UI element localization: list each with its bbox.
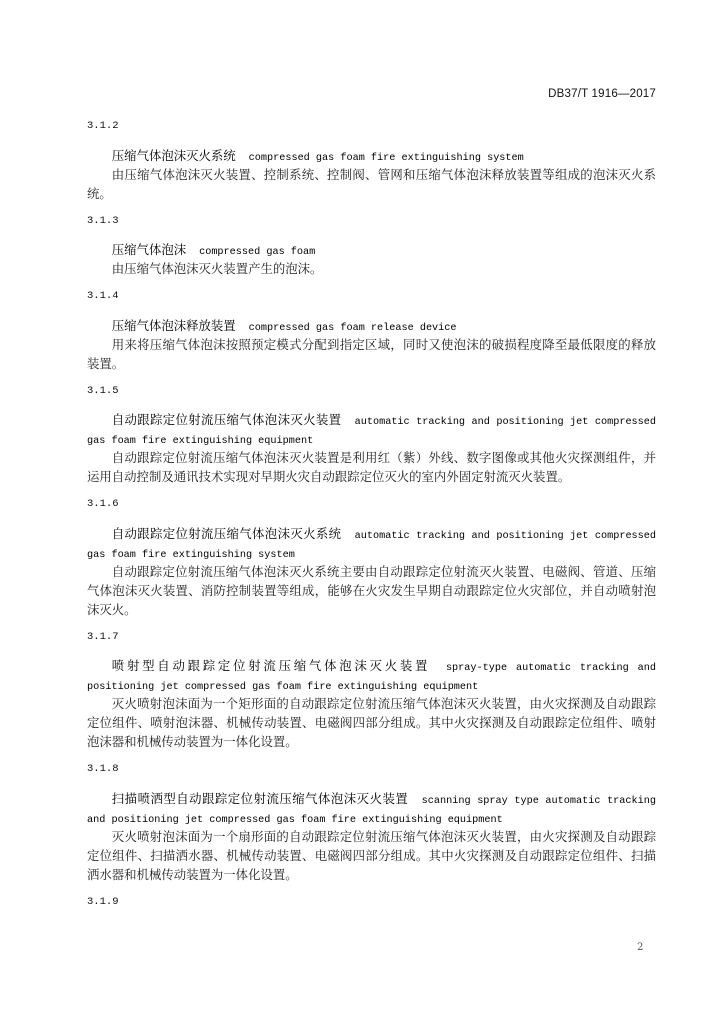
- term-zh: 自动跟踪定位射流压缩气体泡沫灭火装置: [111, 412, 342, 427]
- document-code-header: DB37/T 1916—2017: [548, 88, 656, 100]
- term-heading-continued: [87, 429, 656, 448]
- term-heading: [87, 789, 656, 808]
- clause-3-1-6: [87, 495, 656, 619]
- term-heading-continued: [87, 543, 656, 562]
- definition-line: 灭火喷射泡沫面为一个扇形面的自动跟踪定位射流压缩气体泡沫灭火装置，由火灾探测及自动跟踪: [111, 828, 656, 844]
- definition-line: 泡沫器和机械传动装置为一体化设置。: [87, 734, 298, 749]
- term-zh: 压缩气体泡沫释放装置: [111, 317, 236, 333]
- term-zh: 喷射型自动跟踪定位射流压缩气体泡沫灭火装置: [111, 658, 431, 673]
- definition-line: 气体泡沫灭火装置、消防控制装置等组成，能够在火灾发生早期自动跟踪定位火灾部位，并自动喷射泡: [87, 582, 656, 598]
- definition-line: 用来将压缩气体泡沫按照预定模式分配到指定区域，同时又使泡沫的破损程度降至最低限度的释放: [111, 336, 656, 352]
- definition-line: 洒水器和机械传动装置为一体化设置。: [87, 866, 298, 882]
- term-heading: [87, 316, 656, 335]
- clause-number: 3.1.4: [87, 290, 119, 302]
- definition-line: 统。: [87, 185, 112, 201]
- clause-3-1-7: [87, 628, 656, 752]
- page-number: 2: [637, 942, 644, 953]
- terms-and-definitions: [87, 117, 656, 921]
- term-en: scanning spray type automatic tracking: [421, 795, 656, 807]
- clause-3-1-5: [87, 382, 656, 487]
- term-heading: [87, 240, 656, 259]
- definition-line: 自动跟踪定位射流压缩气体泡沫灭火装置是利用红（紫）外线、数字图像或其他火灾探测组件，并: [111, 450, 656, 465]
- term-en: positioning jet compressed gas foam fire extinguishing equipment: [87, 682, 479, 693]
- term-zh: 压缩气体泡沫灭火系统: [111, 147, 236, 163]
- clause-number: 3.1.8: [87, 763, 119, 775]
- definition-line: 运用自动控制及通讯技术实现对早期火灾自动跟踪定位灭火的室内外固定射流灭火装置。: [87, 469, 571, 484]
- term-zh: 压缩气体泡沫: [111, 242, 187, 257]
- term-en: gas foam fire extinguishing system: [87, 549, 295, 561]
- term-en: spray-type automatic tracking and: [445, 663, 656, 674]
- definition-line: 定位组件、扫描洒水器、机械传动装置、电磁阀四部分组成。其中火灾探测及自动跟踪定位组件、扫描: [87, 847, 656, 863]
- term-heading: [87, 410, 656, 429]
- definition-line: 由压缩气体泡沫灭火装置、控制系统、控制阀、管网和压缩气体泡沫释放装置等组成的泡沫灭火系: [111, 166, 656, 182]
- term-en: automatic tracking and positioning jet compressed: [354, 530, 657, 542]
- term-zh: 扫描喷洒型自动跟踪定位射流压缩气体泡沫灭火装置: [111, 790, 409, 806]
- term-heading: [87, 656, 656, 675]
- clause-number: 3.1.7: [87, 630, 119, 643]
- term-heading: [87, 146, 656, 165]
- term-en: gas foam fire extinguishing equipment: [87, 436, 314, 447]
- definition-line: 自动跟踪定位射流压缩气体泡沫灭火系统主要由自动跟踪定位射流灭火装置、电磁阀、管道、压缩: [111, 563, 656, 579]
- term-heading: [87, 524, 656, 543]
- term-en: automatic tracking and positioning jet compressed: [354, 417, 657, 428]
- clause-3-1-8: [87, 760, 656, 884]
- term-en: compressed gas foam: [199, 247, 316, 258]
- term-zh: 自动跟踪定位射流压缩气体泡沫灭火系统: [111, 525, 342, 541]
- definition-line: 由压缩气体泡沫灭火装置产生的泡沫。: [111, 261, 323, 276]
- definition-line: 定位组件、喷射泡沫器、机械传动装置、电磁阀四部分组成。其中火灾探测及自动跟踪定位组件、喷射: [87, 715, 656, 730]
- term-en: compressed gas foam fire extinguishing system: [248, 152, 524, 164]
- definition-line: 灭火喷射泡沫面为一个矩形面的自动跟踪定位射流压缩气体泡沫灭火装置，由火灾探测及自动跟踪: [111, 696, 656, 711]
- clause-3-1-4: [87, 287, 656, 373]
- term-heading-continued: [87, 675, 656, 694]
- clause-3-1-9: [87, 893, 656, 912]
- clause-3-1-2: [87, 117, 656, 203]
- definition-line: 装置。: [87, 355, 125, 371]
- clause-number: 3.1.9: [87, 895, 119, 908]
- clause-number: 3.1.5: [87, 384, 119, 397]
- term-en: and positioning jet compressed gas foam fire extinguishing equipment: [87, 814, 503, 826]
- term-en: compressed gas foam release device: [248, 322, 457, 334]
- clause-number: 3.1.2: [87, 120, 119, 132]
- term-heading-continued: [87, 808, 656, 827]
- definition-line: 沫灭火。: [87, 601, 137, 617]
- clause-3-1-3: [87, 212, 656, 279]
- clause-number: 3.1.6: [87, 498, 119, 510]
- clause-number: 3.1.3: [87, 214, 119, 227]
